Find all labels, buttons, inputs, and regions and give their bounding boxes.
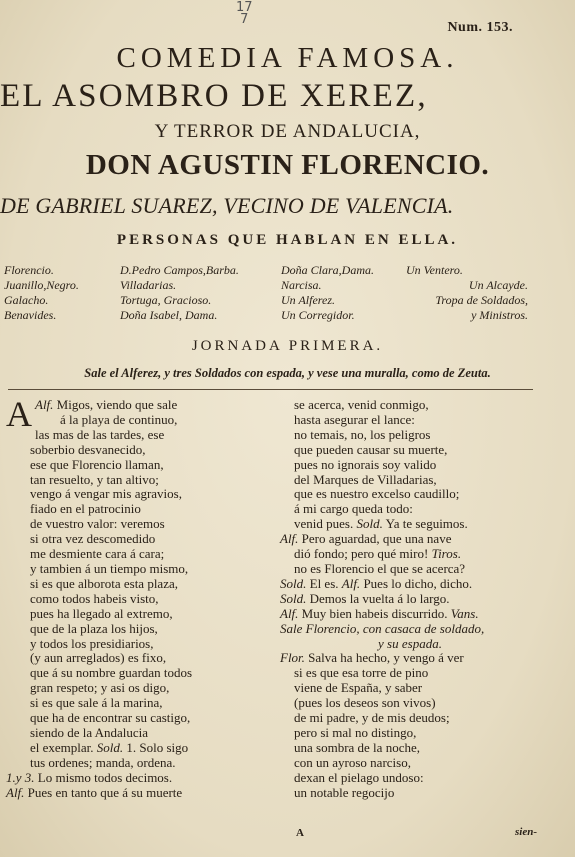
verse-column-left (6, 394, 278, 800)
signature-mark: A (296, 827, 304, 839)
speaker-label: Alf. (341, 575, 361, 591)
cast-name: Un Alferez. (281, 293, 335, 307)
verse-text: á mi cargo queda todo: (294, 501, 413, 517)
speaker-label: Sold. (280, 575, 307, 591)
cast-name: Tortuga, Gracioso. (120, 293, 212, 307)
speaker-label: Alf. (280, 531, 299, 547)
verse-line (280, 502, 540, 517)
verse-line (6, 592, 278, 607)
cast-name: Juanillo,Negro. (4, 278, 79, 292)
verse-text: fiado en el patrocinio (30, 501, 141, 517)
verse-text: Migos, viendo que sale (56, 397, 178, 412)
verse-line (280, 592, 540, 607)
verse-text: (y aun arreglados) es fixo, (30, 650, 167, 666)
verse-text: soberbio desvanecido, (30, 441, 146, 457)
verse-text: no es Florencio el que se acerca? (294, 560, 466, 576)
verse-line (6, 681, 278, 696)
act-heading: JORNADA PRIMERA. (191, 338, 384, 354)
verse-line (280, 428, 540, 443)
speaker-label: 1.y 3. (6, 769, 35, 785)
verse-line (6, 786, 278, 801)
cast-name: Doña Clara,Dama. (281, 263, 375, 277)
verse-line (280, 726, 540, 741)
title-main: EL ASOMBRO DE XEREZ, (0, 78, 428, 114)
title-author: DE GABRIEL SUAREZ, VECINO DE VALENCIA. (0, 193, 454, 218)
verse-line (280, 651, 540, 666)
divider-rule (8, 389, 533, 390)
verse-line (280, 473, 540, 488)
handwritten-note (236, 2, 253, 26)
verse-text: y todos los presidiarios, (30, 635, 154, 651)
verse-line (280, 756, 540, 771)
verse-line (280, 487, 540, 502)
verse-line (280, 562, 540, 577)
verse-text: 1. Solo sigo (126, 739, 189, 755)
speaker-label: Alf. (280, 605, 299, 621)
verse-line (6, 428, 278, 443)
verse-text: viene de España, y saber (294, 680, 423, 696)
verse-text: dió fondo; pero qué miro! (294, 546, 429, 562)
speaker-label: Alf. (6, 784, 25, 800)
speaker-label: Tiros. (431, 546, 462, 562)
verse-text: Pero aguardad, que una nave (301, 531, 452, 547)
cast-name: Un Ventero. (406, 263, 463, 277)
verse-line (6, 473, 278, 488)
cast-name: Benavides. (4, 308, 57, 322)
verse-text: Ya te seguimos. (385, 516, 468, 532)
verse-text: me desmiente cara á cara; (30, 546, 165, 562)
verse-line (6, 487, 278, 502)
cast-name: Villadarias. (120, 278, 177, 292)
verse-text: vengo á vengar mis agravios, (30, 486, 182, 502)
speaker-label: Vans. (450, 605, 479, 621)
verse-line (6, 696, 278, 711)
cast-name: Narcisa. (281, 278, 322, 292)
verse-line (6, 532, 278, 547)
verse-line (280, 771, 540, 786)
verse-line (6, 517, 278, 532)
title-comedia-famosa: COMEDIA FAMOSA. (116, 42, 459, 74)
verse-line (280, 547, 540, 562)
verse-line (280, 607, 540, 622)
verse-text: el exemplar. (30, 739, 94, 755)
cast-column-4 (406, 263, 528, 323)
verse-column-right (280, 398, 540, 800)
verse-line (280, 666, 540, 681)
verse-text: ese que Florencio llaman, (30, 456, 164, 472)
cast-column-3 (281, 263, 374, 323)
cast-column-2 (120, 263, 239, 323)
handnote-line-1: 17 (236, 0, 253, 15)
verse-text: y tambien á un tiempo mismo, (30, 560, 189, 576)
verse-line (280, 577, 540, 592)
verse-text: siendo de la Andalucia (30, 724, 149, 740)
verse-line (280, 741, 540, 756)
verse-line (6, 577, 278, 592)
speaker-label: Sold. (280, 590, 307, 606)
verse-line (6, 741, 278, 756)
verse-text: que de la plaza los hijos, (30, 620, 158, 636)
verse-line (280, 517, 540, 532)
verse-text: las mas de las tardes, ese (35, 426, 165, 442)
speaker-label: Flor. (280, 650, 305, 666)
stage-direction: y su espada. (378, 635, 442, 651)
verse-text: pues ha llegado al extremo, (30, 605, 173, 621)
verse-text: que ha de encontrar su castigo, (30, 710, 191, 726)
verse-line (280, 413, 540, 428)
verse-text: se acerca, venid conmigo, (294, 397, 429, 412)
verse-text: si es que sale á la marina, (30, 695, 163, 711)
verse-line (280, 532, 540, 547)
verse-text: no temais, no, los peligros (294, 426, 431, 442)
title-protagonist: DON AGUSTIN FLORENCIO. (85, 149, 490, 181)
verse-line (6, 562, 278, 577)
verse-text: tan resuelto, y tan altivo; (30, 471, 159, 487)
verse-text: de vuestro valor: veremos (30, 516, 165, 532)
verse-line (280, 696, 540, 711)
comedy-number: Num. 153. (447, 20, 513, 35)
verse-text: hasta asegurar el lance: (294, 411, 415, 427)
cast-name: D.Pedro Campos,Barba. (120, 263, 239, 277)
verse-text: un notable regocijo (294, 784, 395, 800)
verse-text: Pues lo dicho, dicho. (363, 575, 473, 591)
verse-text: del Marques de Villadarias, (294, 471, 437, 487)
verse-line (280, 711, 540, 726)
cast-name: y Ministros. (471, 308, 528, 322)
drop-cap: A (6, 394, 32, 434)
verse-line (6, 756, 278, 771)
verse-text: dexan el pielago undoso: (294, 769, 424, 785)
verse-text: de mi padre, y de mis deudos; (294, 710, 450, 726)
verse-line (280, 637, 540, 652)
verse-line (6, 771, 278, 786)
verse-text: que pueden causar su muerte, (294, 441, 448, 457)
verse-text: si es que esa torre de pino (294, 665, 429, 681)
verse-line (280, 458, 540, 473)
verse-line (6, 607, 278, 622)
verse-line (6, 502, 278, 517)
verse-text: si es que alborota esta plaza, (30, 575, 178, 591)
verse-text: El es. (309, 575, 339, 591)
cast-name: Doña Isabel, Dama. (120, 308, 218, 322)
verse-text: venid pues. (294, 516, 354, 532)
verse-text: que á su nombre guardan todos (30, 665, 193, 681)
verse-line (280, 398, 540, 413)
verse-text: Demos la vuelta á lo largo. (309, 590, 450, 606)
verse-text: pero si mal no distingo, (294, 724, 417, 740)
speaker-label: Alf. (35, 397, 54, 412)
verse-text: Lo mismo todos decimos. (37, 769, 173, 785)
verse-line (6, 711, 278, 726)
cast-name: Florencio. (4, 263, 54, 277)
personas-heading: PERSONAS QUE HABLAN EN ELLA. (116, 232, 459, 248)
cast-name: Galacho. (4, 293, 49, 307)
cast-column-1 (4, 263, 79, 323)
verse-line (6, 666, 278, 681)
title-subtitle: Y TERROR DE ANDALUCIA, (154, 121, 421, 142)
verse-line (6, 622, 278, 637)
verse-line (6, 637, 278, 652)
catchword: sien- (515, 826, 537, 838)
cast-name: Un Alcayde. (468, 278, 528, 292)
cast-list (0, 263, 575, 325)
verse-text: si otra vez descomedido (30, 531, 156, 547)
verse-text: pues no ignorais soy valido (294, 456, 437, 472)
verse-line (6, 547, 278, 562)
verse-text: Salva ha hecho, y vengo á ver (308, 650, 464, 666)
verse-text: que es nuestro excelso caudillo; (294, 486, 460, 502)
verse-line (280, 443, 540, 458)
speaker-label: Sold. (96, 739, 124, 755)
verse-text: tus ordenes; manda, ordena. (30, 754, 176, 770)
speaker-label: Sold. (356, 516, 383, 532)
verse-line (6, 458, 278, 473)
verse-line (6, 413, 278, 428)
verse-text: Muy bien habeis discurrido. (301, 605, 448, 621)
stage-direction: Sale Florencio, con casaca de soldado, (280, 620, 485, 636)
verse-text: con un ayroso narciso, (294, 754, 411, 770)
handnote-line-2: 7 (240, 12, 249, 27)
verse-text: gran respeto; y asi os digo, (30, 680, 170, 696)
verse-text: como todos habeis visto, (30, 590, 159, 606)
verse-text: Pues en tanto que á su muerte (27, 784, 183, 800)
cast-name: Un Corregidor. (281, 308, 355, 322)
verse-text: á la playa de continuo, (60, 411, 178, 427)
verse-text: (pues los deseos son vivos) (294, 695, 436, 711)
verse-line (280, 786, 540, 801)
verse-line (280, 622, 540, 637)
verse-line (6, 726, 278, 741)
cast-name: Tropa de Soldados, (435, 293, 528, 307)
opening-stage-direction: Sale el Alferez, y tres Soldados con espada, y vese una muralla, como de Zeuta. (84, 366, 491, 380)
verse-text: una sombra de la noche, (294, 739, 420, 755)
verse-line (6, 443, 278, 458)
verse-line (6, 651, 278, 666)
verse-line (280, 681, 540, 696)
